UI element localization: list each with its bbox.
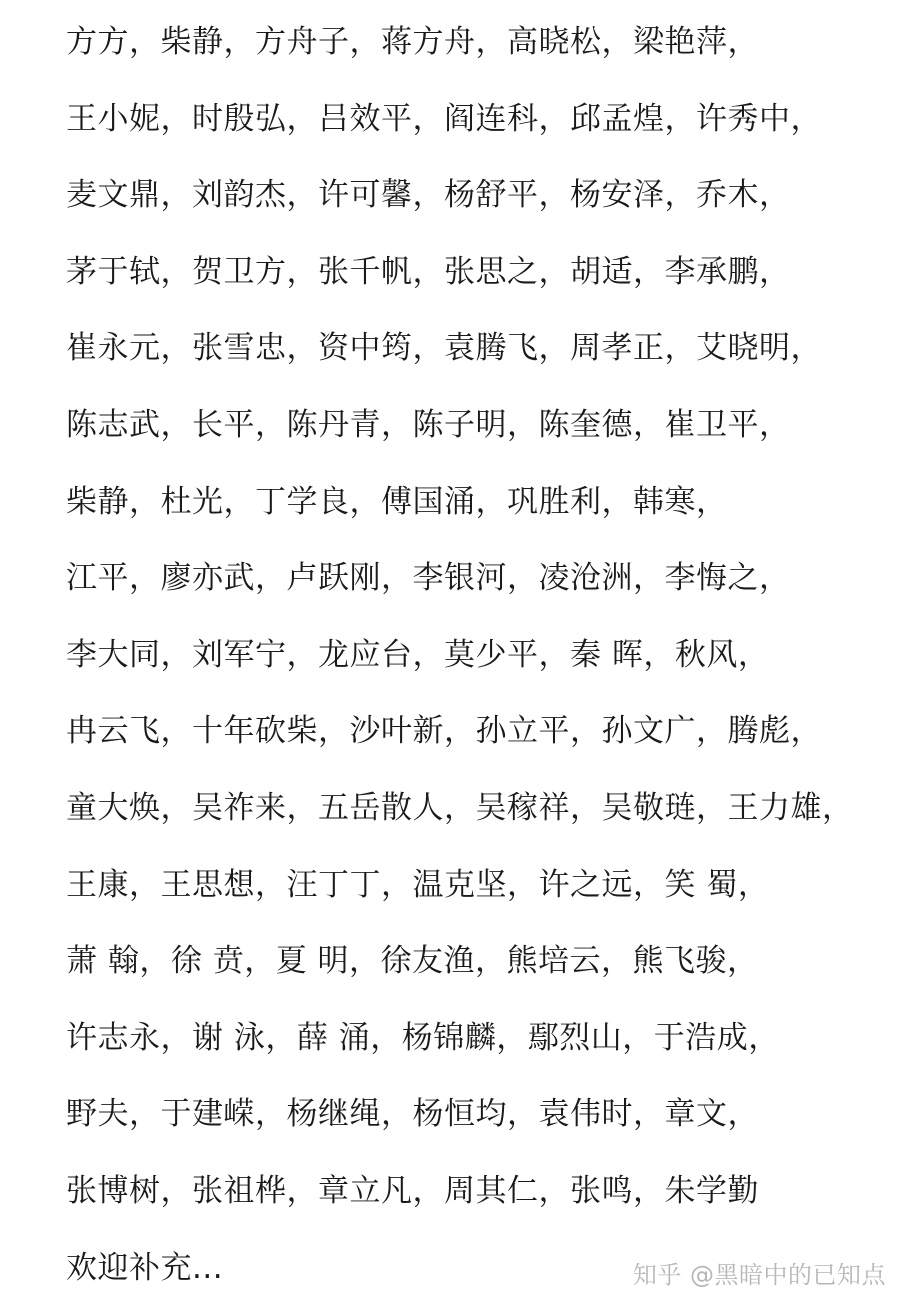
watermark: 知乎 @黑暗中的已知点 [632,1261,886,1289]
list-line: 萧 翰，徐 贲，夏 明，徐友渔，熊培云，熊飞骏， [66,943,759,980]
list-line: 野夫，于建嵘，杨继绳，杨恒均，袁伟时，章文， [66,1096,759,1133]
list-line: 茅于轼，贺卫方，张千帆，张思之，胡适，李承鹏， [66,253,791,290]
list-line: 江平，廖亦武，卢跃刚，李银河，凌沧洲，李悔之， [66,560,791,597]
list-line: 李大同，刘军宁，龙应台，莫少平，秦 晖，秋风， [66,636,770,673]
list-line: 张博树，张祖桦，章立凡，周其仁，张鸣，朱学勤 [66,1172,759,1209]
list-line: 方方，柴静，方舟子，蒋方舟，高晓松，梁艳萍， [66,24,759,60]
list-line: 崔永元，张雪忠，资中筠，袁腾飞，周孝正，艾晓明， [66,330,822,367]
name-list [66,20,878,1306]
list-line: 冉云飞，十年砍柴，沙叶新，孙立平，孙文广，腾彪， [66,713,822,750]
list-line: 许志永，谢 泳，薛 涌，杨锦麟，鄢烈山，于浩成， [66,1019,780,1056]
list-line: 王小妮，时殷弘，吕效平，阎连科，邱孟煌，许秀中， [66,100,822,137]
list-line: 童大焕，吴祚来，五岳散人，吴稼祥，吴敬琏，王力雄， [66,789,854,826]
list-line: 王康，王思想，汪丁丁，温克坚，许之远，笑 蜀， [66,866,770,903]
closing-text: 欢迎补充... [66,1249,224,1286]
list-line: 麦文鼎，刘韵杰，许可馨，杨舒平，杨安泽，乔木， [66,177,791,214]
list-line: 陈志武，长平，陈丹青，陈子明，陈奎德，崔卫平， [66,406,791,443]
list-line: 柴静，杜光，丁学良，傅国涌，巩胜利，韩寒， [66,483,728,520]
